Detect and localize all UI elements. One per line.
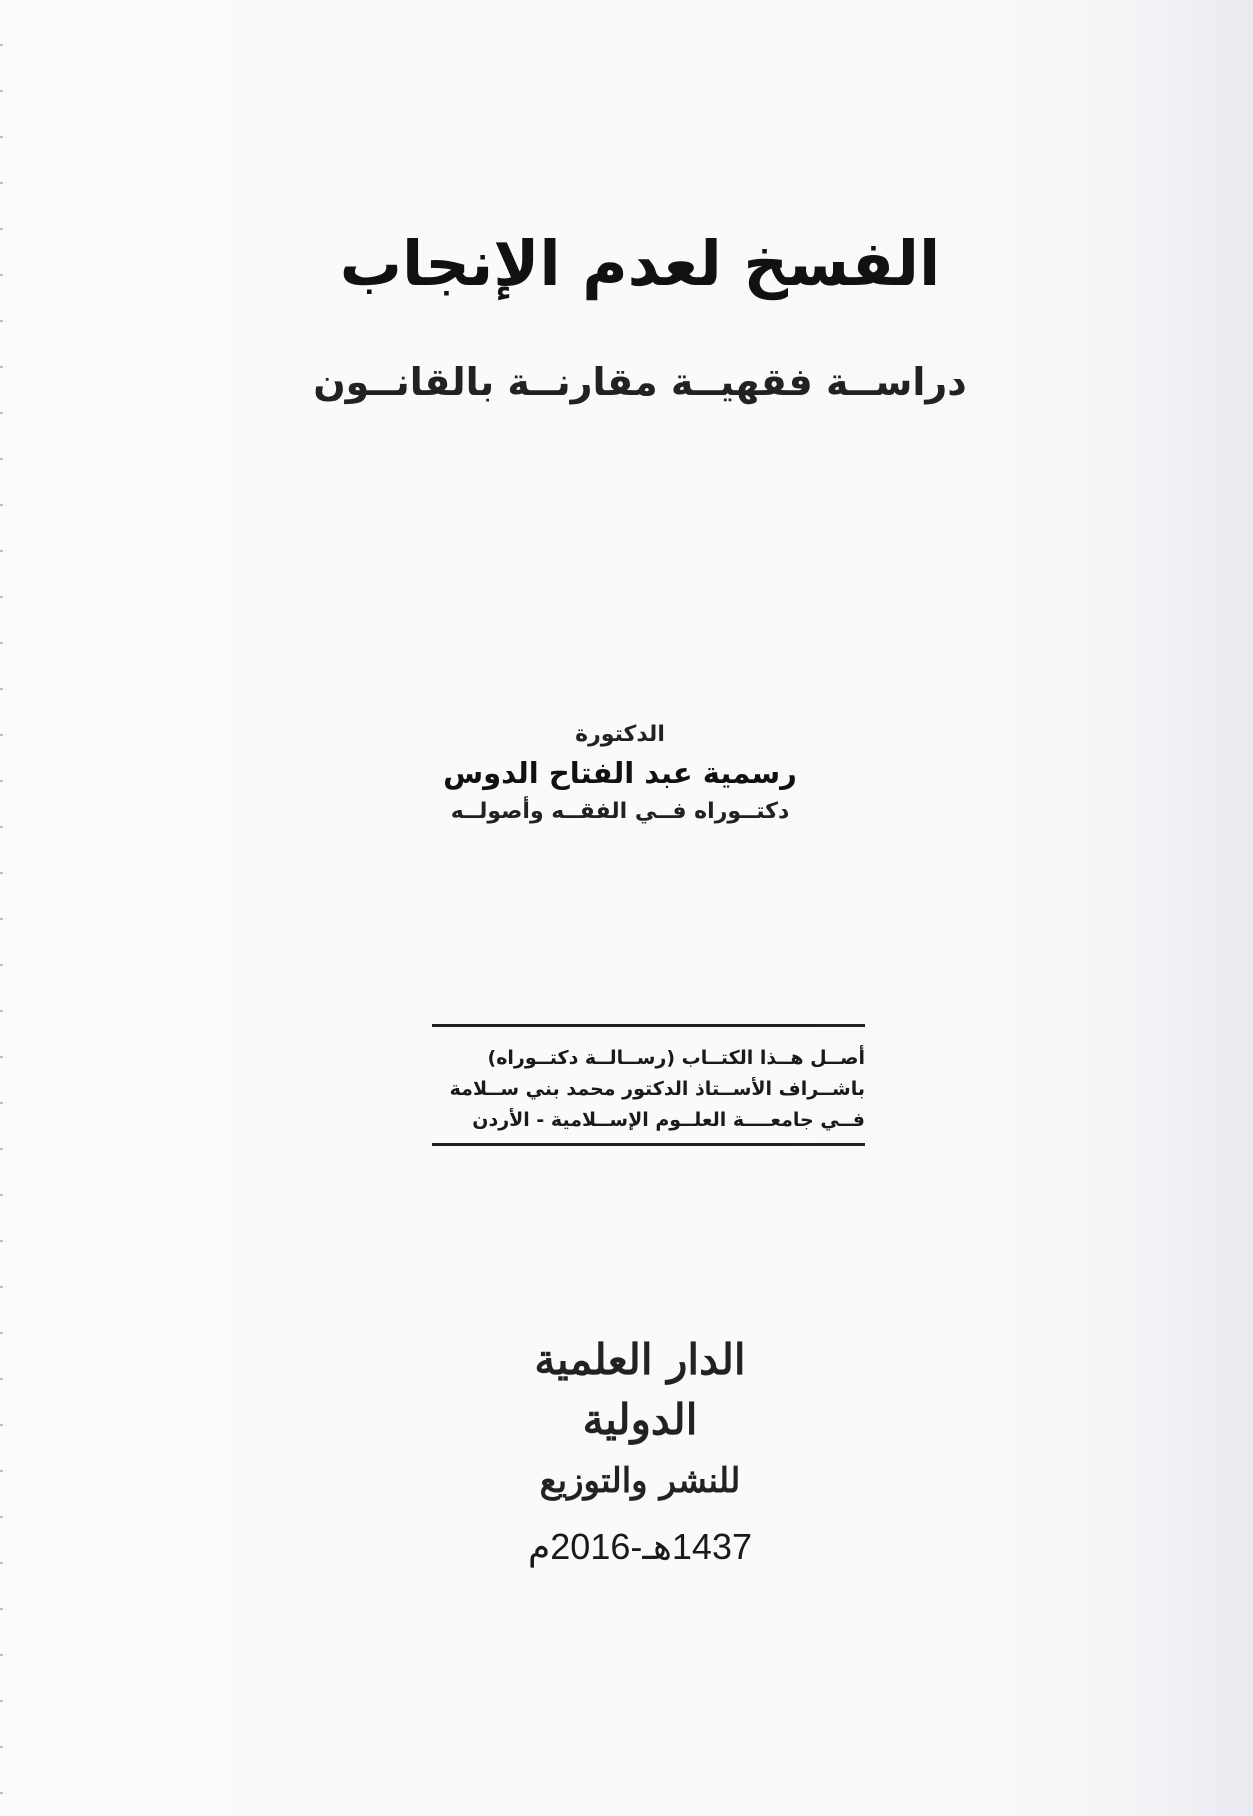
page-edge-marks [0,0,3,1816]
publisher-subtitle: للنشر والتوزيع [539,1461,741,1501]
publisher-name: الدار العلمية الدولية [534,1335,746,1444]
publication-date: 1437هـ-2016م [527,1526,752,1567]
book-subtitle: دراســة فقهيــة مقارنــة بالقانــون [313,360,967,404]
publisher-logo [470,1330,810,1506]
author-degree: دكتــوراه فــي الفقــه وأصولــه [450,799,790,824]
thesis-note-line: أصــل هــذا الكتــاب (رســالــة دكتــوراه) [487,1047,865,1069]
author-block [380,718,860,830]
thesis-note-line: فــي جامعــــة العلــوم الإســلامية - الأردن [472,1109,865,1131]
thesis-note-box [432,1024,865,1146]
book-title: الفسخ لعدم الإنجاب [339,227,941,300]
author-title-prefix: الدكتورة [575,722,665,747]
author-name: رسمية عبد الفتاح الدوس [443,756,797,790]
thesis-note-line: باشــراف الأســتاذ الدكتور محمد بني ســلامة [449,1078,865,1100]
